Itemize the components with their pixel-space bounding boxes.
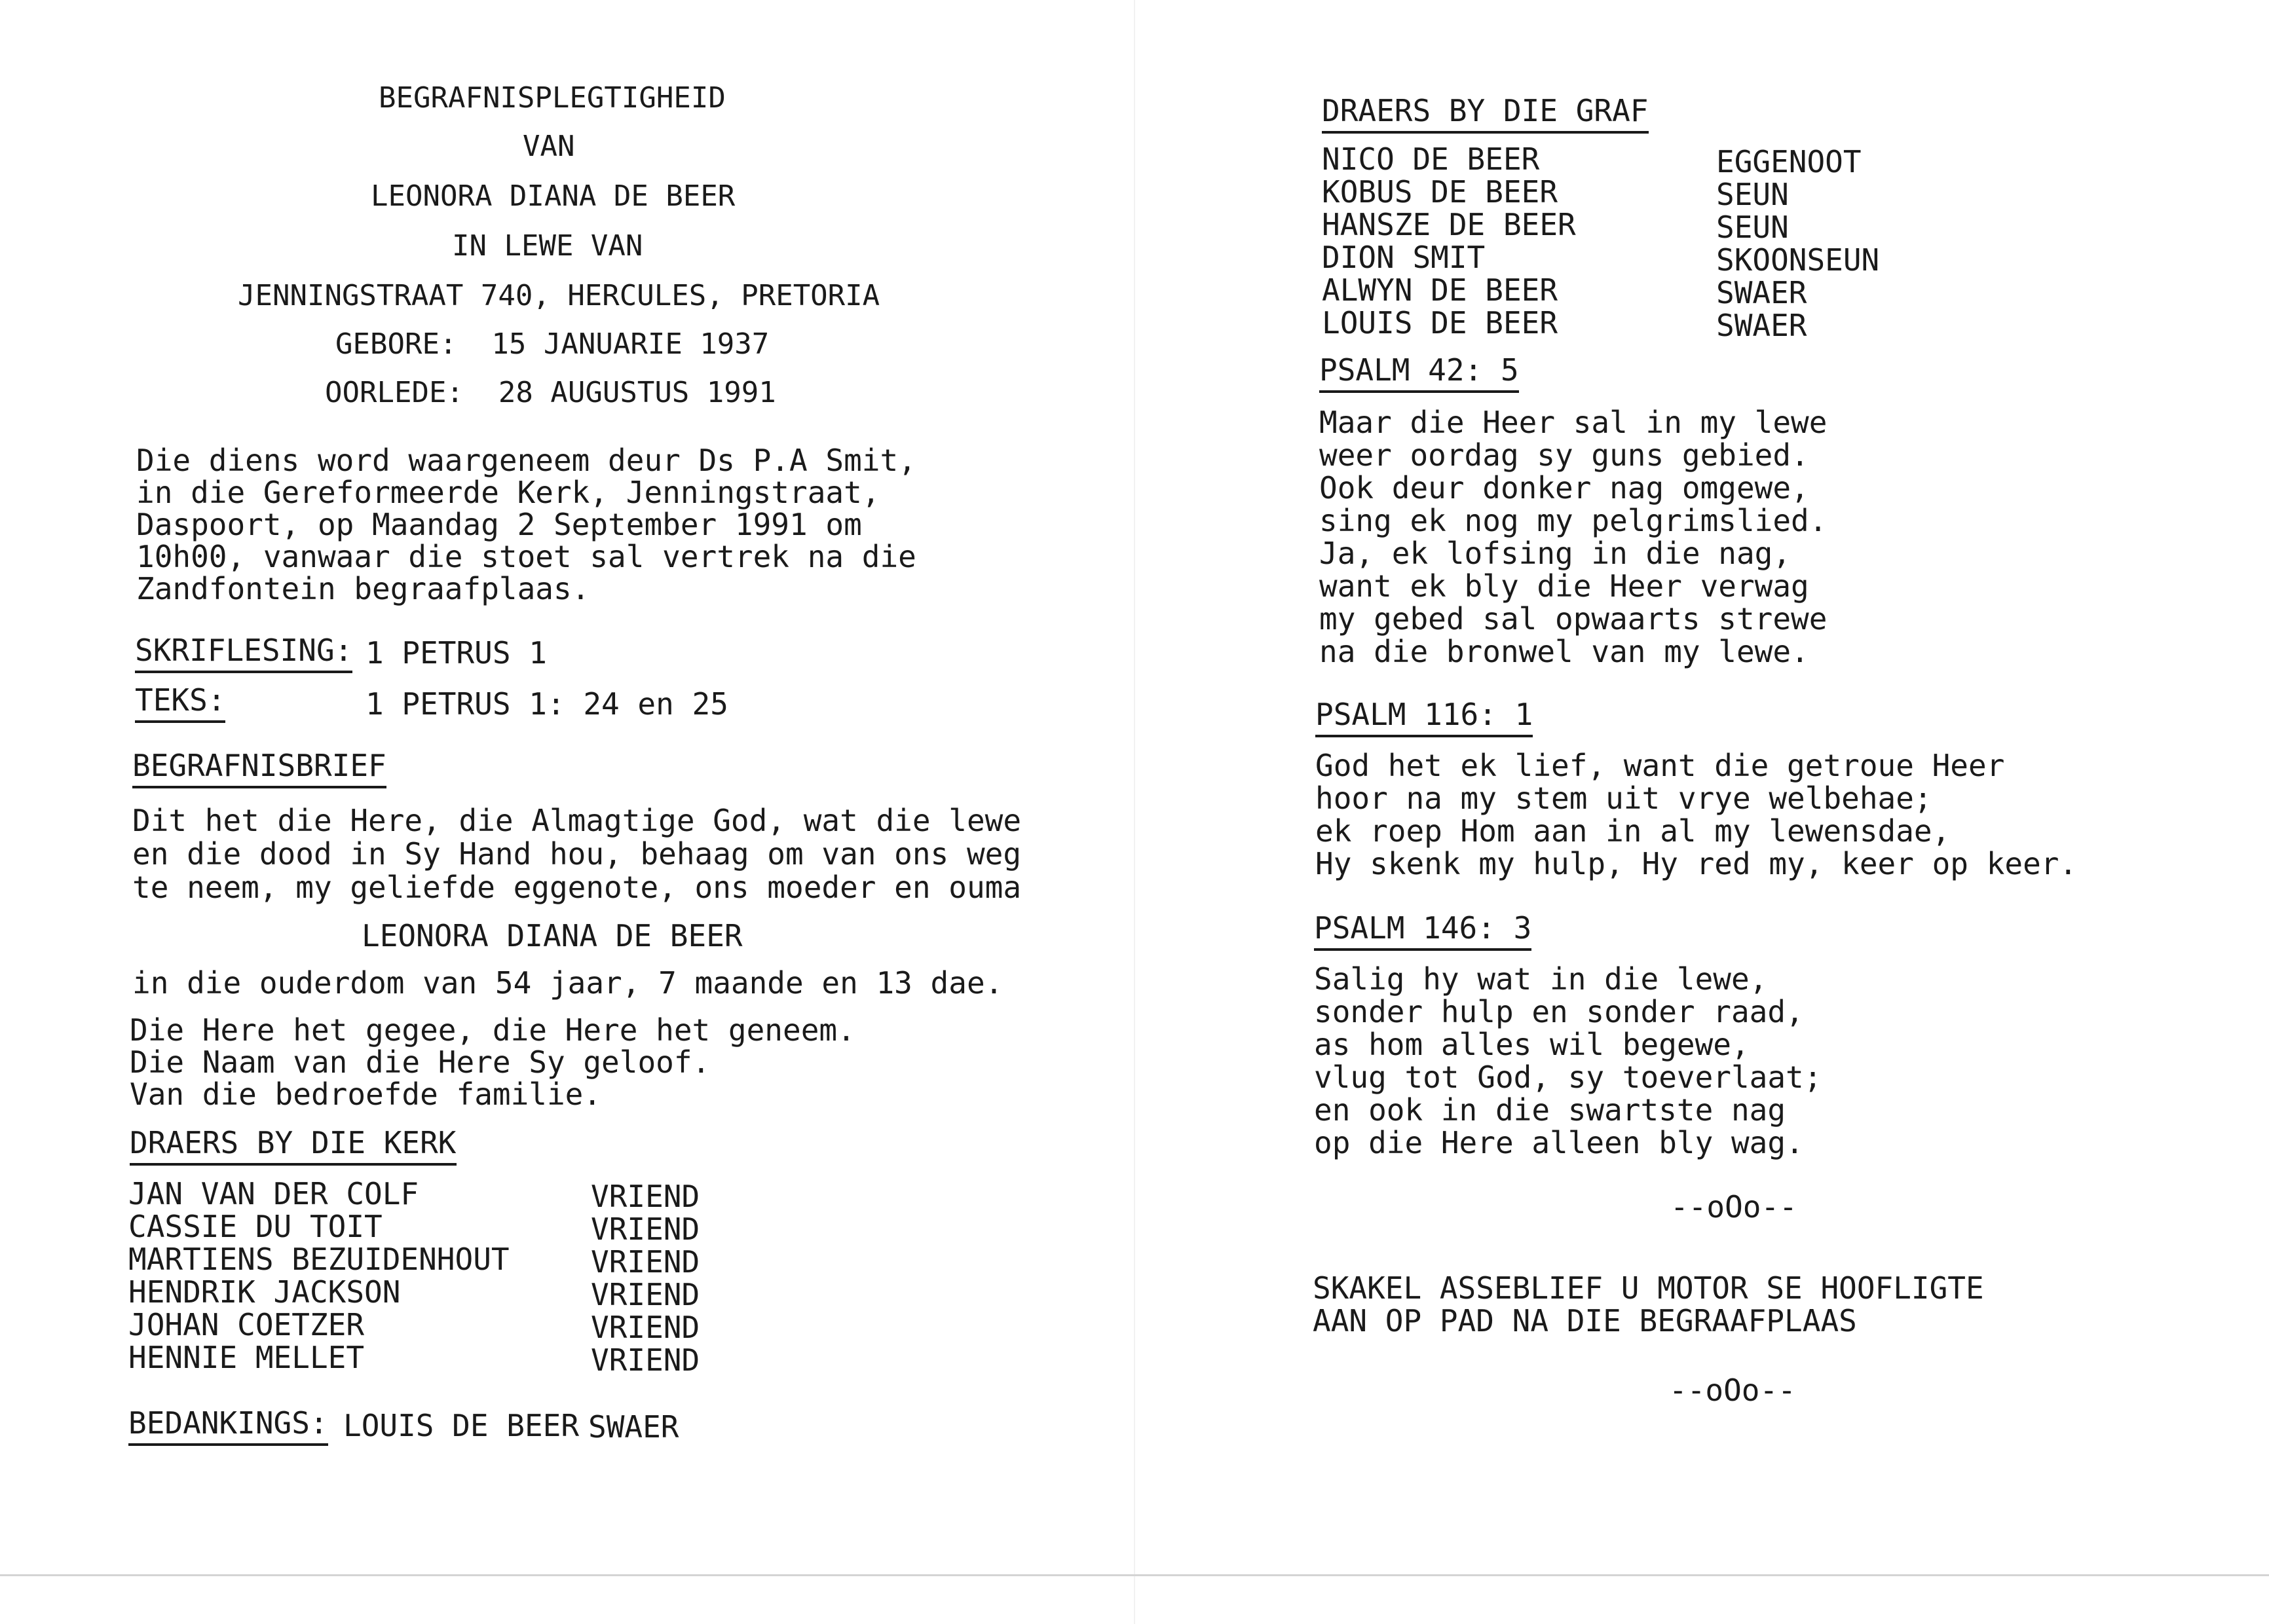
service-line: Daspoort, op Maandag 2 September 1991 om: [136, 507, 862, 542]
deceased-name: LEONORA DIANA DE BEER: [371, 179, 736, 213]
draers-kerk-heading: DRAERS BY DIE KERK: [130, 1128, 457, 1166]
in-lewe-van: IN LEWE VAN: [452, 229, 643, 263]
bearer-role: SWAER: [1716, 275, 1807, 310]
psalm-line: en ook in die swartste nag: [1314, 1092, 1786, 1128]
left-page: [0, 0, 1134, 1624]
van-line: VAN: [523, 130, 575, 163]
bearer-role: SKOONSEUN: [1716, 242, 1880, 278]
psalm-line: vlug tot God, sy toeverlaat;: [1314, 1060, 1822, 1095]
teks-value: 1 PETRUS 1: 24 en 25: [366, 686, 728, 722]
psalm-line: Maar die Heer sal in my lewe: [1319, 405, 1828, 440]
headlights-notice: AAN OP PAD NA DIE BEGRAAFPLAAS: [1313, 1303, 1857, 1338]
psalm42-heading: PSALM 42: 5: [1319, 355, 1519, 393]
psalm-line: sing ek nog my pelgrimslied.: [1319, 503, 1828, 538]
brief-name: LEONORA DIANA DE BEER: [362, 918, 743, 953]
bearer-name: ALWYN DE BEER: [1322, 272, 1558, 308]
service-line: Zandfontein begraafplaas.: [136, 571, 590, 606]
brief-closing: Van die bedroefde familie.: [130, 1077, 602, 1112]
psalm-line: sonder hulp en sonder raad,: [1314, 994, 1804, 1029]
bearer-name: CASSIE DU TOIT: [128, 1209, 383, 1244]
skriflesing-label: SKRIFLESING:: [135, 635, 352, 673]
psalm-line: God het ek lief, want die getroue Heer: [1315, 748, 2005, 783]
brief-line: te neem, my geliefde eggenote, ons moeder en ouma: [132, 870, 1022, 905]
bedankings-name: LOUIS DE BEER: [343, 1408, 580, 1443]
bearer-role: VRIEND: [591, 1244, 700, 1280]
bearer-role: VRIEND: [591, 1277, 700, 1312]
psalm-line: weer oordag sy guns gebied.: [1319, 437, 1809, 473]
bearer-role: VRIEND: [591, 1342, 700, 1378]
service-line: in die Gereformeerde Kerk, Jenningstraat,: [136, 475, 880, 510]
brief-closing: Die Naam van die Here Sy geloof.: [130, 1044, 711, 1080]
bearer-role: VRIEND: [591, 1211, 700, 1247]
psalm-line: Salig hy wat in die lewe,: [1314, 961, 1768, 997]
psalm-line: want ek bly die Heer verwag: [1319, 568, 1809, 604]
bearer-role: VRIEND: [591, 1310, 700, 1345]
bearer-name: HANSZE DE BEER: [1322, 207, 1576, 242]
bearer-name: JOHAN COETZER: [128, 1307, 365, 1342]
brief-line: en die dood in Sy Hand hou, behaag om van ons weg: [132, 836, 1022, 872]
bearer-name: MARTIENS BEZUIDENHOUT: [128, 1242, 510, 1277]
service-line: Die diens word waargeneem deur Ds P.A Smit,: [136, 443, 916, 478]
psalm-line: Ja, ek lofsing in die nag,: [1319, 536, 1791, 571]
bearer-name: NICO DE BEER: [1322, 141, 1540, 177]
bedankings-label: BEDANKINGS:: [128, 1408, 328, 1446]
birth-date: GEBORE: 15 JANUARIE 1937: [335, 327, 770, 361]
separator: --oOo--: [1669, 1373, 1796, 1408]
skriflesing-value: 1 PETRUS 1: [366, 635, 547, 671]
bearer-role: SWAER: [1716, 308, 1807, 343]
psalm-line: as hom alles wil begewe,: [1314, 1027, 1750, 1062]
bearer-role: SEUN: [1716, 210, 1789, 245]
right-page: [1134, 0, 2269, 1624]
draers-graf-heading: DRAERS BY DIE GRAF: [1322, 96, 1649, 134]
address: JENNINGSTRAAT 740, HERCULES, PRETORIA: [238, 279, 880, 312]
psalm146-heading: PSALM 146: 3: [1314, 913, 1531, 951]
bearer-role: SEUN: [1716, 177, 1789, 212]
bearer-name: HENDRIK JACKSON: [128, 1274, 401, 1310]
bearer-name: LOUIS DE BEER: [1322, 305, 1558, 341]
death-date: OORLEDE: 28 AUGUSTUS 1991: [325, 376, 776, 409]
psalm-line: na die bronwel van my lewe.: [1319, 634, 1809, 669]
brief-age: in die ouderdom van 54 jaar, 7 maande en 13 dae.: [132, 965, 1003, 1001]
bearer-role: VRIEND: [591, 1179, 700, 1214]
brief-line: Dit het die Here, die Almagtige God, wat die lewe: [132, 803, 1022, 838]
bearer-name: HENNIE MELLET: [128, 1340, 365, 1375]
psalm-line: hoor na my stem uit vrye welbehae;: [1315, 781, 1932, 816]
psalm-line: my gebed sal opwaarts strewe: [1319, 601, 1828, 637]
bearer-name: JAN VAN DER COLF: [128, 1176, 419, 1211]
psalm-line: Ook deur donker nag omgewe,: [1319, 470, 1809, 506]
teks-label: TEKS:: [135, 685, 225, 723]
separator: --oOo--: [1670, 1189, 1797, 1225]
psalm-line: op die Here alleen bly wag.: [1314, 1125, 1804, 1160]
bearer-name: KOBUS DE BEER: [1322, 174, 1558, 210]
headlights-notice: SKAKEL ASSEBLIEF U MOTOR SE HOOFLIGTE: [1313, 1270, 1984, 1306]
service-line: 10h00, vanwaar die stoet sal vertrek na die: [136, 539, 916, 574]
psalm116-heading: PSALM 116: 1: [1315, 699, 1533, 737]
psalm-line: ek roep Hom aan in al my lewensdae,: [1315, 813, 1951, 849]
bearer-role: EGGENOOT: [1716, 144, 1862, 179]
brief-heading: BEGRAFNISBRIEF: [132, 750, 386, 788]
program-title: BEGRAFNISPLEGTIGHEID: [379, 81, 726, 115]
psalm-line: Hy skenk my hulp, Hy red my, keer op keer.: [1315, 846, 2078, 881]
bearer-name: DION SMIT: [1322, 240, 1486, 275]
brief-closing: Die Here het gegee, die Here het geneem.: [130, 1012, 855, 1048]
bedankings-role: SWAER: [588, 1409, 679, 1445]
